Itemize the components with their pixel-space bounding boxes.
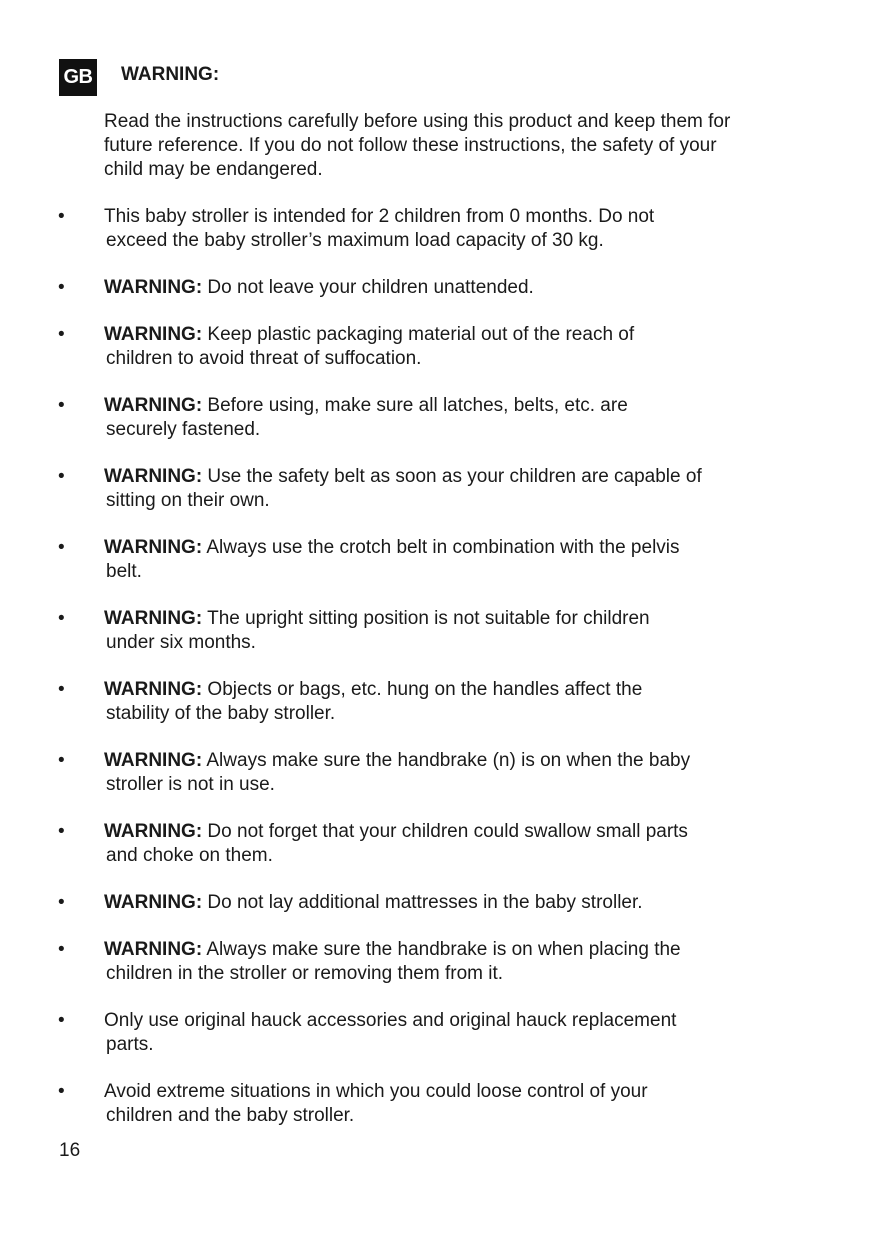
- bullet-icon: •: [58, 892, 65, 913]
- page-number: 16: [59, 1140, 81, 1161]
- warning-label: WARNING:: [104, 608, 203, 629]
- language-badge: GB: [59, 59, 97, 96]
- warning-label: WARNING:: [104, 324, 203, 345]
- item-text: Avoid extreme situations in which you could loose control of your: [104, 1081, 648, 1102]
- bullet-icon: •: [58, 1010, 65, 1031]
- list-item: [0, 205, 875, 253]
- bullet-icon: •: [58, 324, 65, 345]
- warning-list: [0, 205, 875, 1151]
- warning-label: WARNING:: [104, 821, 203, 842]
- item-text: Do not leave your children unattended.: [202, 277, 534, 298]
- bullet-icon: •: [58, 537, 65, 558]
- item-text-continued: under six months.: [106, 632, 256, 653]
- bullet-icon: •: [58, 466, 65, 487]
- warning-heading: WARNING:: [121, 64, 220, 85]
- list-item: [0, 394, 875, 442]
- bullet-icon: •: [58, 821, 65, 842]
- item-text-continued: children in the stroller or removing them from it.: [106, 963, 504, 984]
- list-item: [0, 1080, 875, 1128]
- item-text-continued: securely fastened.: [106, 419, 261, 440]
- list-item: [0, 938, 875, 986]
- item-text-continued: exceed the baby stroller’s maximum load capacity of 30 kg.: [106, 230, 604, 251]
- item-text-continued: children to avoid threat of suffocation.: [106, 348, 422, 369]
- item-text: Before using, make sure all latches, belts, etc. are: [202, 395, 628, 416]
- warning-label: WARNING:: [104, 537, 203, 558]
- item-text: Do not forget that your children could swallow small parts: [202, 821, 688, 842]
- item-text: Always make sure the handbrake (n) is on when the baby: [202, 750, 691, 771]
- item-text: Use the safety belt as soon as your children are capable of: [202, 466, 702, 487]
- bullet-icon: •: [58, 277, 65, 298]
- item-text-continued: and choke on them.: [106, 845, 273, 866]
- bullet-icon: •: [58, 750, 65, 771]
- item-text: Objects or bags, etc. hung on the handles affect the: [202, 679, 643, 700]
- list-item: [0, 607, 875, 655]
- bullet-icon: •: [58, 608, 65, 629]
- list-item: [0, 276, 875, 300]
- list-item: [0, 323, 875, 371]
- item-text: Always use the crotch belt in combination with the pelvis: [202, 537, 680, 558]
- item-text: Do not lay additional mattresses in the baby stroller.: [202, 892, 643, 913]
- item-text-continued: parts.: [106, 1034, 154, 1055]
- list-item: [0, 891, 875, 915]
- warning-label: WARNING:: [104, 939, 203, 960]
- item-text: Always make sure the handbrake is on when placing the: [202, 939, 681, 960]
- list-item: [0, 749, 875, 797]
- list-item: [0, 678, 875, 726]
- warning-label: WARNING:: [104, 750, 203, 771]
- bullet-icon: •: [58, 679, 65, 700]
- item-text: The upright sitting position is not suitable for children: [202, 608, 650, 629]
- bullet-icon: •: [58, 395, 65, 416]
- list-item: [0, 536, 875, 584]
- warning-label: WARNING:: [104, 395, 203, 416]
- warning-label: WARNING:: [104, 679, 203, 700]
- item-text-continued: children and the baby stroller.: [106, 1105, 355, 1126]
- item-text-continued: belt.: [106, 561, 142, 582]
- bullet-icon: •: [58, 206, 65, 227]
- list-item: [0, 1009, 875, 1057]
- item-text: Only use original hauck accessories and original hauck replacement: [104, 1010, 677, 1031]
- item-text: This baby stroller is intended for 2 children from 0 months. Do not: [104, 206, 655, 227]
- warning-label: WARNING:: [104, 892, 203, 913]
- item-text: Keep plastic packaging material out of the reach of: [202, 324, 635, 345]
- bullet-icon: •: [58, 939, 65, 960]
- list-item: [0, 820, 875, 868]
- bullet-icon: •: [58, 1081, 65, 1102]
- intro-paragraph: Read the instructions carefully before using this product and keep them for future reference. If you do not follow these instructions, the safety of your child may be endangered.: [104, 111, 731, 180]
- item-text-continued: stroller is not in use.: [106, 774, 275, 795]
- item-text-continued: sitting on their own.: [106, 490, 270, 511]
- list-item: [0, 465, 875, 513]
- warning-label: WARNING:: [104, 466, 203, 487]
- item-text-continued: stability of the baby stroller.: [106, 703, 336, 724]
- warning-label: WARNING:: [104, 277, 203, 298]
